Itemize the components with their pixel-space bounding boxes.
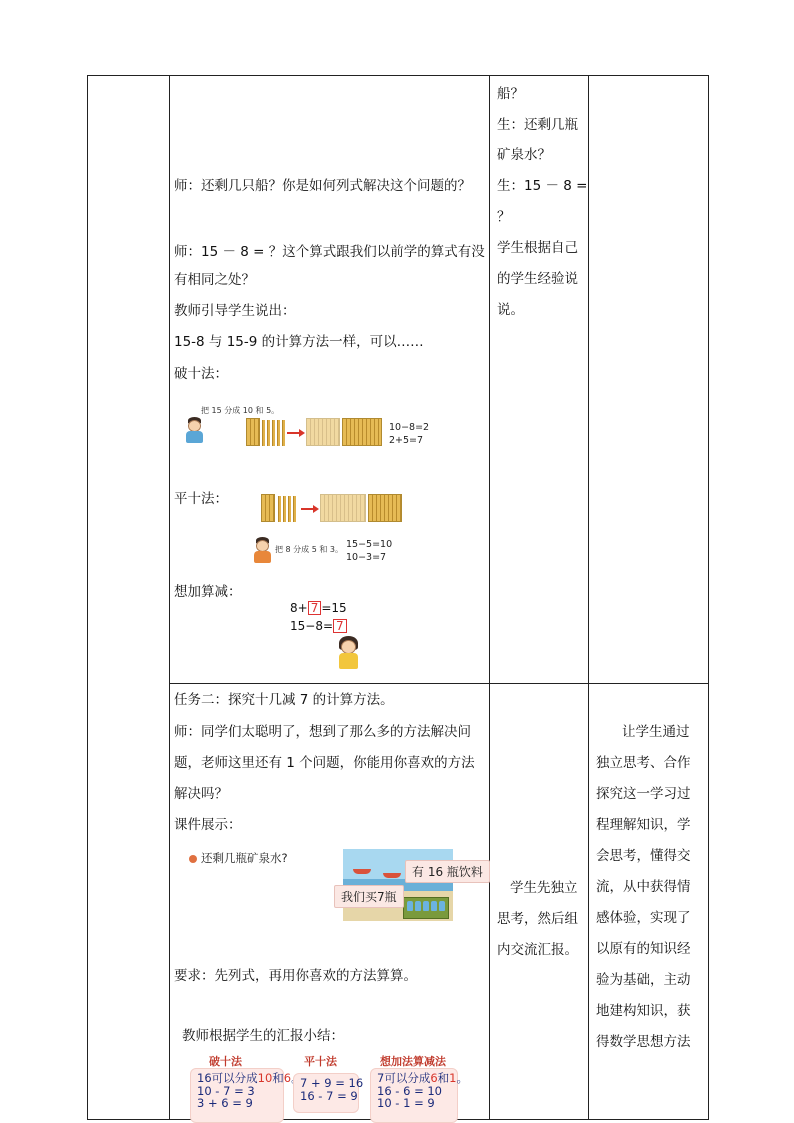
- student-line: 生：15 － 8 =: [497, 178, 588, 194]
- xiangjia-equation-2: [290, 619, 347, 634]
- student-line: 学生先独立: [510, 880, 578, 896]
- stick-bundle-icon: [261, 494, 275, 522]
- crossed-bundle-icon: [320, 494, 366, 522]
- summary-text-part: 16 - 6 = 10: [377, 1083, 442, 1098]
- summary-text-part: 10 - 1 = 9: [377, 1096, 435, 1110]
- summary-line: [377, 1097, 451, 1110]
- intent-line: 流，从中获得情: [596, 879, 691, 895]
- stick-row-icon: [368, 494, 402, 522]
- summary-text-part: 6: [283, 1071, 292, 1085]
- bottle-icon: [407, 901, 413, 911]
- student-line: 说。: [497, 302, 524, 318]
- courseware-question: [189, 850, 288, 866]
- intent-line: 程理解知识，学: [596, 817, 691, 833]
- design-intent-cell-1: [589, 76, 709, 684]
- pingshi-caption: 把 8 分成 5 和 3。: [275, 545, 343, 554]
- paragraph-line: 师：15 － 8 = ？这个算式跟我们以前学的算式有没: [174, 244, 485, 260]
- paragraph-line: 15-8 与 15-9 的计算方法一样，可以……: [174, 334, 424, 350]
- equation-text: 8+: [290, 601, 308, 615]
- method-label-pojie: 破十法：: [174, 366, 228, 382]
- summary-text-part: 10 - 7 = 3: [197, 1083, 255, 1098]
- pojie-caption: 把 15 分成 10 和 5。: [201, 406, 280, 415]
- student-line: 思考，然后组: [497, 911, 578, 927]
- summary-title-xiangjia: 想加法算减法: [380, 1055, 446, 1068]
- student-line: 矿泉水？: [497, 147, 551, 163]
- summary-text-part: 。: [456, 1071, 468, 1085]
- paragraph-line: 师：同学们太聪明了，想到了那么多的方法解决问: [174, 724, 471, 740]
- summary-text-part: 6: [430, 1071, 438, 1085]
- summary-box-xiangjia: [370, 1068, 468, 1123]
- summary-line: [300, 1088, 358, 1103]
- intent-line: 独立思考、合作: [596, 755, 691, 771]
- paragraph-line: 解决吗？: [174, 786, 228, 802]
- stick-icon: [282, 420, 285, 446]
- intent-line: 地建构知识，获: [596, 1003, 691, 1019]
- equation-text: =15: [321, 601, 347, 615]
- student-line: ？: [497, 209, 511, 225]
- stick-icon: [277, 420, 280, 446]
- method-label-xiangjia: 想加算减：: [174, 584, 242, 600]
- girl-figure-icon: [333, 636, 365, 670]
- summary-text-part: 3 + 6 = 9: [197, 1096, 253, 1110]
- student-activity-cell-1: [490, 76, 589, 684]
- student-line: 船？: [497, 86, 524, 102]
- stick-bundle-icon: [246, 418, 260, 446]
- student-activity-cell-2: [490, 684, 589, 1120]
- intent-line: 感体验，实现了: [596, 910, 691, 926]
- pojie-equation-1: 10−8=2: [389, 422, 430, 433]
- boat-icon: [353, 869, 371, 874]
- speech-bubble-16-bottles: 有 16 瓶饮料: [405, 860, 490, 883]
- summary-title-pojie: 破十法: [209, 1055, 242, 1068]
- pojie-equation-2: 2+5=7: [389, 435, 424, 446]
- xiangjia-equation-1: [290, 601, 347, 616]
- boy-figure-icon: [184, 417, 206, 443]
- student-line: 内交流汇报。: [497, 942, 578, 958]
- student-line: 学生根据自己: [497, 240, 578, 256]
- answer-box: 7: [333, 619, 347, 633]
- bullet-dot-icon: [189, 855, 197, 863]
- bottle-icon: [423, 901, 429, 911]
- summary-text-part: 和: [272, 1071, 284, 1085]
- summary-title-pingshi: 平十法: [304, 1055, 337, 1068]
- stick-icon: [267, 420, 270, 446]
- summary-text-part: 和: [437, 1071, 450, 1085]
- stick-icon: [262, 420, 265, 446]
- summary-intro: 教师根据学生的汇报小结：: [182, 1028, 344, 1044]
- stick-row-icon: [342, 418, 382, 446]
- summary-text-part: 10: [257, 1071, 273, 1085]
- method-label-pingshi: 平十法：: [174, 491, 228, 507]
- equation-text: 15−8=: [290, 619, 334, 633]
- paragraph-line: 师：还剩几只船？你是如何列式解决这个问题的？: [174, 178, 471, 194]
- summary-text-part: 7 + 9 = 16: [300, 1076, 364, 1090]
- stick-icon: [278, 496, 281, 522]
- intent-line: 得数学思想方法: [596, 1034, 691, 1050]
- bottle-icon: [415, 901, 421, 911]
- stick-icon: [288, 496, 291, 522]
- summary-text-part: 16 - 7 = 9: [300, 1088, 358, 1103]
- pingshi-equation-1: 15−5=10: [346, 539, 393, 550]
- summary-text-part: 7可以分成: [377, 1071, 431, 1085]
- arrow-right-icon: [287, 432, 301, 434]
- arrow-right-icon: [301, 508, 315, 510]
- task-heading: 任务二：探究十几减 7 的计算方法。: [174, 692, 394, 708]
- paragraph-line: 有相同之处？: [174, 272, 255, 288]
- intent-line: 让学生通过: [622, 724, 690, 740]
- summary-box-pingshi: [293, 1073, 364, 1113]
- stage-column-cell: [88, 76, 170, 1120]
- speech-bubble-buy-7: 我们买7瓶: [334, 885, 404, 908]
- crossed-bundle-icon: [306, 418, 340, 446]
- summary-box-pojie: [190, 1068, 292, 1123]
- requirement-line: 要求：先列式，再用你喜欢的方法算算。: [174, 968, 417, 984]
- summary-text-part: 16可以分成: [197, 1071, 258, 1085]
- intent-line: 验为基础，主动: [596, 972, 691, 988]
- stick-icon: [293, 496, 296, 522]
- summary-line: [197, 1097, 277, 1110]
- bottle-icon: [431, 901, 437, 911]
- paragraph-line: 题，老师这里还有 1 个问题，你能用你喜欢的方法: [174, 755, 475, 771]
- pingshi-equation-2: 10−3=7: [346, 552, 387, 563]
- design-intent-cell-2: [589, 684, 709, 1120]
- student-line: 生：还剩几瓶: [497, 117, 578, 133]
- boat-icon: [383, 873, 401, 878]
- intent-line: 探究这一学习过: [596, 786, 691, 802]
- question-text: 还剩几瓶矿泉水?: [201, 851, 288, 865]
- stick-icon: [272, 420, 275, 446]
- summary-text-part: 1: [449, 1071, 457, 1085]
- paragraph-line: 课件展示：: [174, 817, 242, 833]
- boy-figure-icon: [253, 537, 273, 563]
- bottle-icon: [439, 901, 445, 911]
- intent-line: 以原有的知识经: [596, 941, 691, 957]
- answer-box: 7: [308, 601, 322, 615]
- intent-line: 会思考，懂得交: [596, 848, 691, 864]
- student-line: 的学生经验说: [497, 271, 578, 287]
- stick-icon: [283, 496, 286, 522]
- paragraph-line: 教师引导学生说出：: [174, 303, 296, 319]
